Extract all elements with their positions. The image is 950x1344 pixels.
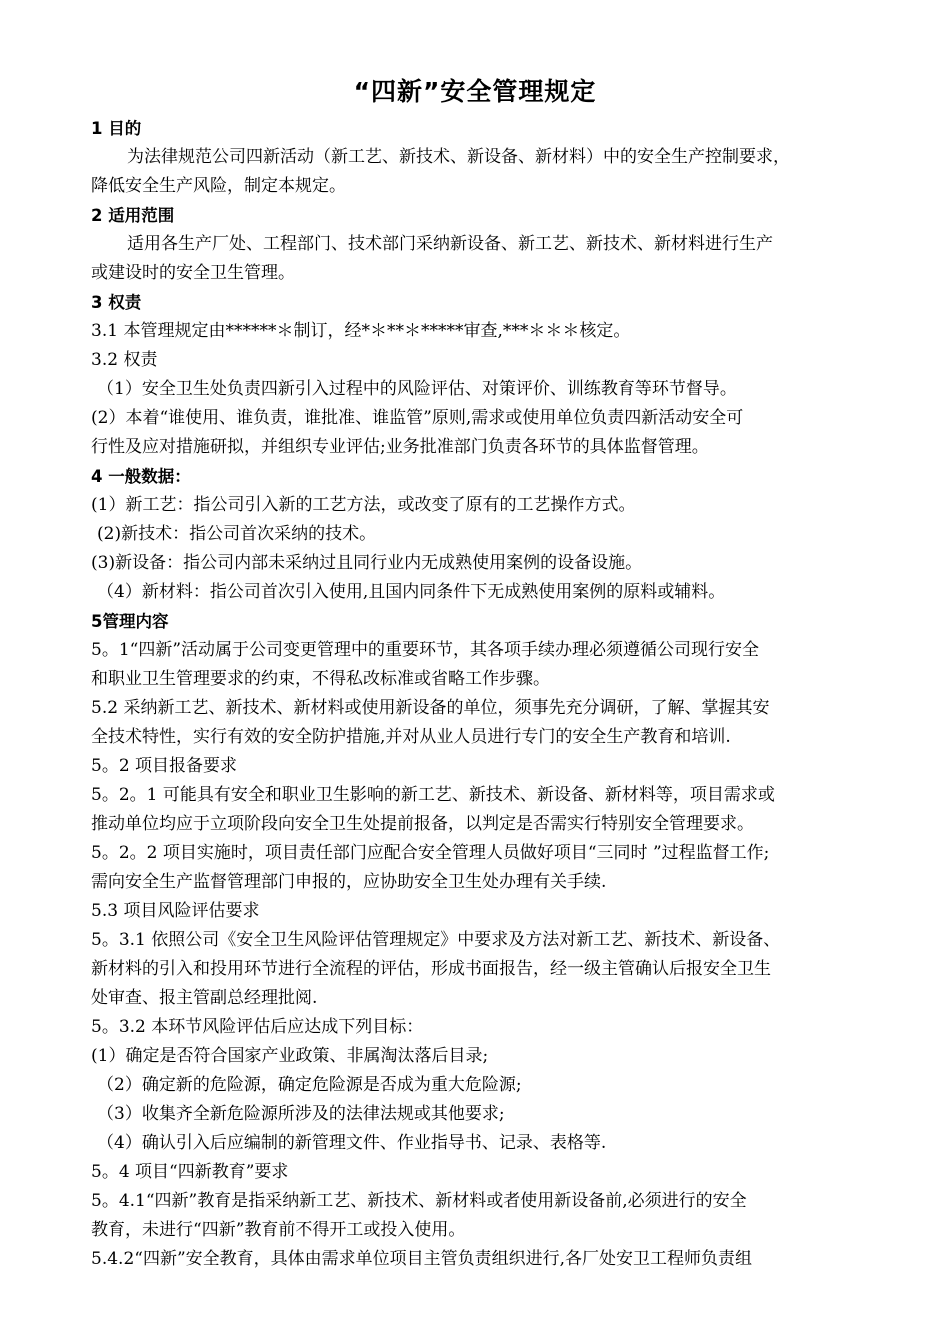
section-heading: 2 适用范围 bbox=[91, 206, 175, 225]
section-heading: 1 目的 bbox=[91, 119, 142, 138]
text-line: (2）本着“谁使用、谁负责，谁批准、谁监管”原则,需求或使用单位负责四新活动安全可 bbox=[91, 408, 744, 428]
text-line: 5。1“四新”活动属于公司变更管理中的重要环节，其各项手续办理必须遵循公司现行安全 bbox=[91, 640, 760, 660]
text-line: 5。3.1 依照公司《安全卫生风险评估管理规定》中要求及方法对新工艺、新技术、新设备、 bbox=[91, 930, 781, 950]
text-line: (2)新技术：指公司首次采纳的技术。 bbox=[97, 524, 377, 544]
text-line: 5.2 采纳新工艺、新技术、新材料或使用新设备的单位，须事先充分调研，了解、掌握其安 bbox=[91, 698, 770, 718]
text-line: （4）确认引入后应编制的新管理文件、作业指导书、记录、表格等. bbox=[97, 1133, 607, 1153]
text-line: 5。4.1“四新”教育是指采纳新工艺、新技术、新材料或者使用新设备前,必须进行的安全 bbox=[91, 1191, 747, 1211]
text-line: (3)新设备：指公司内部未采纳过且同行业内无成熟使用案例的设备设施。 bbox=[91, 553, 643, 573]
text-line: (1）确定是否符合国家产业政策、非属淘汰落后目录; bbox=[91, 1046, 489, 1066]
text-line: 教育，未进行“四新”教育前不得开工或投入使用。 bbox=[91, 1220, 466, 1240]
text-line: 3.1 本管理规定由******＊制订，经*＊**＊*****审查,***＊＊＊核定。 bbox=[91, 321, 631, 341]
text-line: 全技术特性，实行有效的安全防护措施,并对从业人员进行专门的安全生产教育和培训. bbox=[91, 727, 731, 747]
text-line: 5。2 项目报备要求 bbox=[91, 756, 238, 776]
section-heading: 4 一般数据： bbox=[91, 467, 191, 486]
text-line: 5。2。1 可能具有安全和职业卫生影响的新工艺、新技术、新设备、新材料等，项目需求或 bbox=[91, 785, 775, 805]
text-line: 新材料的引入和投用环节进行全流程的评估，形成书面报告，经一级主管确认后报安全卫生 bbox=[91, 959, 771, 979]
text-line: 5。3.2 本环节风险评估后应达成下列目标： bbox=[91, 1017, 424, 1037]
text-line: （2）确定新的危险源，确定危险源是否成为重大危险源; bbox=[97, 1075, 522, 1095]
text-line: （1）安全卫生处负责四新引入过程中的风险评估、对策评价、训练教育等环节督导。 bbox=[97, 379, 737, 399]
text-line: （4）新材料：指公司首次引入使用,且国内同条件下无成熟使用案例的原料或辅料。 bbox=[97, 582, 726, 602]
text-line: （3）收集齐全新危险源所涉及的法律法规或其他要求; bbox=[97, 1104, 505, 1124]
text-line: 行性及应对措施研拟，并组织专业评估;业务批准部门负责各环节的具体监督管理。 bbox=[91, 437, 709, 457]
text-line: 处审查、报主管副总经理批阅. bbox=[91, 988, 318, 1008]
text-line: 推动单位均应于立项阶段向安全卫生处提前报备，以判定是否需实行特别安全管理要求。 bbox=[91, 814, 754, 834]
text-line: 或建设时的安全卫生管理。 bbox=[91, 263, 295, 283]
text-line: 和职业卫生管理要求的约束，不得私改标准或省略工作步骤。 bbox=[91, 669, 550, 689]
text-line: 3.2 权责 bbox=[91, 350, 158, 370]
text-line: 降低安全生产风险，制定本规定。 bbox=[91, 176, 346, 196]
document-title: “四新”安全管理规定 bbox=[353, 77, 597, 106]
text-line: 需向安全生产监督管理部门申报的，应协助安全卫生处办理有关手续. bbox=[91, 872, 607, 892]
text-line: (1）新工艺：指公司引入新的工艺方法，或改变了原有的工艺操作方式。 bbox=[91, 495, 636, 515]
text-line: 5.4.2“四新”安全教育，具体由需求单位项目主管负责组织进行,各厂处安卫工程师负责组 bbox=[91, 1249, 753, 1269]
document-body bbox=[91, 114, 871, 1274]
text-line: 5。2。2 项目实施时，项目责任部门应配合安全管理人员做好项目“三同时 ”过程监督工作; bbox=[91, 843, 770, 863]
section-heading: 5管理内容 bbox=[91, 612, 169, 631]
section-heading: 3 权责 bbox=[91, 293, 142, 312]
text-line: 5。4 项目“四新教育”要求 bbox=[91, 1162, 289, 1182]
text-line: 适用各生产厂处、工程部门、技术部门采纳新设备、新工艺、新技术、新材料进行生产 bbox=[127, 234, 773, 254]
text-line: 5.3 项目风险评估要求 bbox=[91, 901, 260, 921]
text-line: 为法律规范公司四新活动（新工艺、新技术、新设备、新材料）中的安全生产控制要求， bbox=[127, 147, 790, 167]
